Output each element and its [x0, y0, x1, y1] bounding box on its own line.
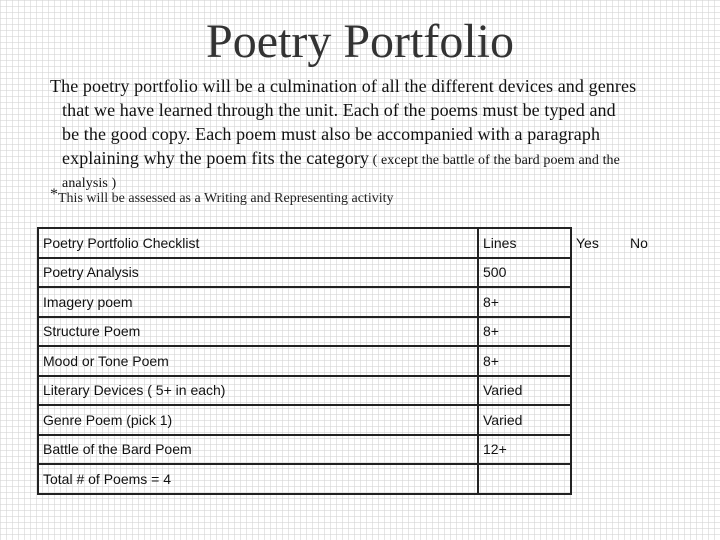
row-item-cell: Genre Poem (pick 1) [38, 405, 478, 435]
checklist-row [38, 258, 679, 288]
row-item-cell: Structure Poem [38, 317, 478, 347]
row-lines-cell: 12+ [478, 435, 571, 465]
intro-line-4 [50, 146, 710, 173]
checklist-row [38, 346, 679, 376]
checklist-row [38, 317, 679, 347]
note-text: This will be assessed as a Writing and Representing activity [58, 191, 394, 206]
assessment-note [50, 186, 394, 207]
row-item-cell: Imagery poem [38, 287, 478, 317]
row-no-cell [626, 287, 679, 317]
row-yes-cell [571, 435, 626, 465]
row-no-cell [626, 405, 679, 435]
row-yes-cell [571, 376, 626, 406]
checklist-table [37, 227, 680, 495]
row-lines-cell: 500 [478, 258, 571, 288]
row-no-cell [626, 258, 679, 288]
note-asterisk: * [50, 186, 58, 203]
row-lines-cell: Varied [478, 376, 571, 406]
header-no-cell: No [630, 234, 648, 251]
row-yes-cell [571, 258, 626, 288]
checklist-row [38, 435, 679, 465]
row-item-cell: Battle of the Bard Poem [38, 435, 478, 465]
row-lines-cell: Varied [478, 405, 571, 435]
row-item-cell: Mood or Tone Poem [38, 346, 478, 376]
header-lines-cell: Lines [478, 228, 571, 258]
intro-line-1: The poetry portfolio will be a culmination of all the different devices and genres [50, 76, 637, 96]
row-item-cell: Literary Devices ( 5+ in each) [38, 376, 478, 406]
intro-line-2: that we have learned through the unit. Each of the poems must be typed and [62, 100, 616, 120]
row-yes-cell [571, 405, 626, 435]
checklist-row [38, 464, 679, 494]
row-yes-cell [571, 346, 626, 376]
intro-paragraph [50, 74, 710, 194]
intro-line-4-paren: ( except the battle of the bard poem and the [369, 153, 620, 168]
intro-line-4-main: explaining why the poem fits the category [62, 148, 370, 168]
checklist-header-row [38, 228, 679, 258]
row-no-cell [626, 376, 679, 406]
row-yes-cell [571, 464, 626, 494]
row-lines-cell: 8+ [478, 317, 571, 347]
row-lines-cell: 8+ [478, 346, 571, 376]
page-title: Poetry Portfolio [206, 15, 514, 68]
row-lines-cell: 8+ [478, 287, 571, 317]
row-no-cell [626, 317, 679, 347]
header-item-cell: Poetry Portfolio Checklist [38, 228, 478, 258]
row-lines-cell [478, 464, 571, 494]
row-no-cell [626, 464, 679, 494]
row-no-cell [626, 346, 679, 376]
intro-line-5: analysis ) [62, 176, 117, 191]
row-item-cell: Total # of Poems = 4 [38, 464, 478, 494]
row-yes-cell [571, 287, 626, 317]
checklist-row [38, 287, 679, 317]
row-item-cell: Poetry Analysis [38, 258, 478, 288]
checklist-row [38, 405, 679, 435]
row-no-cell [626, 435, 679, 465]
row-yes-cell [571, 317, 626, 347]
intro-line-3: be the good copy. Each poem must also be accompanied with a paragraph [62, 124, 601, 144]
checklist-row [38, 376, 679, 406]
header-yes-cell: Yes [576, 234, 599, 251]
